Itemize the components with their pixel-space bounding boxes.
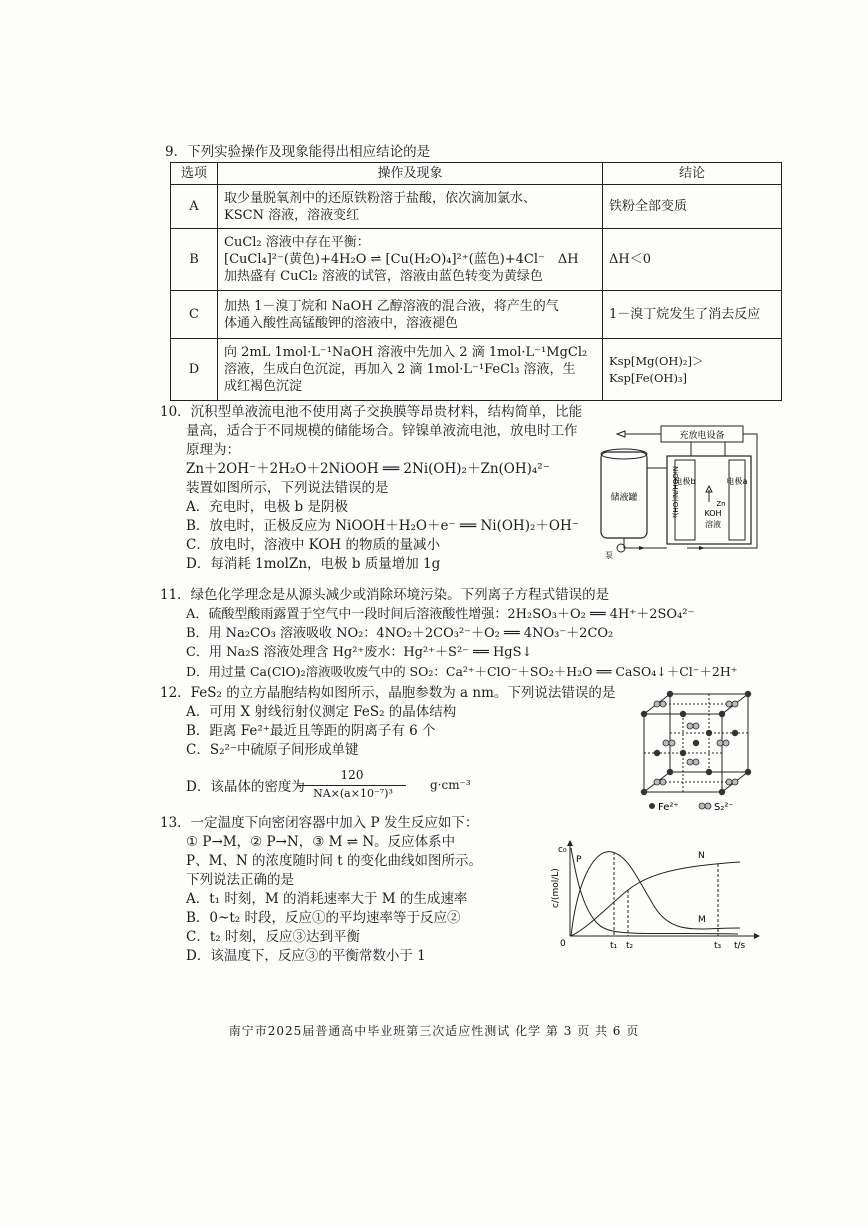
q13-line: ① P→M，② P→N，③ M ⇌ N。反应体系中 <box>186 834 456 850</box>
op-line: CuCl₂ 溶液中存在平衡： <box>224 235 370 250</box>
q12-option-d: D．该晶体的密度为 <box>186 779 305 795</box>
table-header-row <box>171 163 782 185</box>
q12-option-a: A．可用 X 射线衍射仪测定 FeS₂ 的晶体结构 <box>186 704 457 720</box>
origin-label: 0 <box>560 939 566 949</box>
q10-line: 量高，适合于不同规模的储能场合。锌镍单液流电池，放电时工作 <box>186 423 578 439</box>
q11-text <box>160 586 737 681</box>
q13-line: P、M、N 的浓度随时间 t 的变化曲线如图所示。 <box>186 853 483 869</box>
q12-option-c: C．S₂²⁻中硫原子间形成单键 <box>186 742 359 758</box>
table-row <box>171 185 782 229</box>
curve-n <box>571 862 740 936</box>
row-option: A <box>171 185 218 229</box>
header-conclusion: 结论 <box>603 163 782 185</box>
c0-label: c₀ <box>558 845 567 855</box>
electrode-a-label: 电极a <box>726 477 748 486</box>
row-conclusion: 1－溴丁烷发生了消去反应 <box>603 291 782 339</box>
op-line: KSCN 溶液，溶液变红 <box>224 207 360 223</box>
q13-line: 下列说法正确的是 <box>186 872 294 888</box>
op-line: [CuCl₄]²⁻(黄色)+4H₂O ⇌ [Cu(H₂O)₄]²⁺(蓝色)+4Cl⁻ ΔH <box>224 252 579 267</box>
q13-option-c: C．t₂ 时刻，反应③达到平衡 <box>186 929 360 945</box>
y-axis-label: c/(mol/L) <box>551 868 561 908</box>
density-denominator: NA×(a×10⁻⁷)³ <box>313 787 393 800</box>
q10-option-d: D．每消耗 1molZn，电极 b 质量增加 1g <box>186 556 441 572</box>
op-line: 取少量脱氧剂中的还原铁粉溶于盐酸，依次滴加氯水、 <box>224 190 537 206</box>
table-row <box>171 229 782 291</box>
fes2-unit-cell <box>630 686 770 814</box>
row-option: D <box>171 339 218 401</box>
legend-s: S₂²⁻ <box>714 802 734 813</box>
q10-options <box>160 498 582 574</box>
q13-option-b: B．0~t₂ 时段，反应①的平均速率等于反应② <box>186 910 461 926</box>
curve-p <box>571 848 738 934</box>
electrode-b-label: 电极b <box>674 477 696 486</box>
q11-option-d: D．用过量 Ca(ClO)₂溶液吸收废气中的 SO₂：Ca²⁺＋ClO⁻＋SO₂＋H₂O ══ CaSO₄↓＋Cl⁻＋2H⁺ <box>186 664 738 679</box>
table-row <box>171 291 782 339</box>
row-conclusion: 铁粉全部变质 <box>603 185 782 229</box>
q12-options <box>160 703 615 760</box>
header-option: 选项 <box>171 163 218 185</box>
q11-option-a: A．硫酸型酸雨露置于空气中一段时间后溶液酸性增强：2H₂SO₃＋O₂ ══ 4H⁺＋2SO₄²⁻ <box>186 607 695 622</box>
q10-text <box>160 403 582 574</box>
q11-stem: 11．绿色化学理念是从源头减少或消除环境污染。下列离子方程式错误的是 <box>160 587 610 603</box>
op-line: 体通入酸性高锰酸钾的溶液中，溶液褪色 <box>224 315 459 331</box>
niooh-label: NiOOH/Ni(OH)₂ <box>671 466 679 519</box>
q13-option-a: A．t₁ 时刻，M 的消耗速率大于 M 的生成速率 <box>186 891 468 907</box>
koh-label: KOH <box>704 509 722 518</box>
q10-line: 10．沉积型单液流电池不使用离子交换膜等昂贵材料，结构简单，比能 <box>160 404 583 420</box>
q13-options <box>160 890 482 966</box>
q12-option-b: B．距离 Fe²⁺最近且等距的阴离子有 6 个 <box>186 723 436 739</box>
label-m: M <box>698 915 706 925</box>
tank-label: 储液罐 <box>610 493 638 503</box>
q10-equation: Zn＋2OH⁻＋2H₂O＋2NiOOH ══ 2Ni(OH)₂＋Zn(OH)₄²⁻ <box>186 461 550 477</box>
label-n: N <box>698 851 705 861</box>
t1-label: t₁ <box>610 941 618 951</box>
op-line: 向 2mL 1mol·L⁻¹NaOH 溶液中先加入 2 滴 1mol·L⁻¹MgCl₂ <box>224 345 588 360</box>
row-operation <box>218 229 603 291</box>
q12-stem: 12．FeS₂ 的立方晶胞结构如图所示，晶胞参数为 a nm。下列说法错误的是 <box>160 685 616 701</box>
table-row <box>171 339 782 401</box>
q11-options <box>160 605 737 681</box>
q13-text <box>160 814 482 966</box>
row-conclusion: ΔH＜0 <box>603 229 782 291</box>
t2-label: t₂ <box>626 941 634 951</box>
density-unit: g·cm⁻³ <box>430 778 471 792</box>
q10-option-a: A．充电时，电极 b 是阴极 <box>186 499 348 515</box>
op-line: 加热盛有 CuCl₂ 溶液的试管，溶液由蓝色转变为黄绿色 <box>224 269 543 284</box>
q13-line: 13．一定温度下向密闭容器中加入 P 发生反应如下： <box>160 815 479 831</box>
q13-option-d: D．该温度下，反应③的平衡常数小于 1 <box>186 948 426 964</box>
zn-label: Zn <box>716 500 726 508</box>
label-p: P <box>576 855 582 865</box>
q11-option-b: B．用 Na₂CO₃ 溶液吸收 NO₂：4NO₂＋2CO₃²⁻＋O₂ ══ 4NO₃⁻＋2CO₂ <box>186 626 614 641</box>
density-numerator: 120 <box>340 768 364 782</box>
op-line: 加热 1－溴丁烷和 NaOH 乙醇溶液的混合液，将产生的气 <box>224 298 559 314</box>
page-footer: 南宁市2025届普通高中毕业班第三次适应性测试 化学 第 3 页 共 6 页 <box>228 1024 640 1038</box>
op-line: 成红褐色沉淀 <box>224 379 303 394</box>
t3-label: t₃ <box>714 941 722 951</box>
q9-table <box>170 162 782 401</box>
row-operation <box>218 291 603 339</box>
q12-text <box>160 684 615 760</box>
pump-label: 泵 <box>605 551 613 560</box>
q9-stem: 9．下列实验操作及现象能得出相应结论的是 <box>165 144 431 160</box>
row-operation <box>218 339 603 401</box>
q10-line: 装置如图所示，下列说法错误的是 <box>186 480 389 496</box>
row-option: C <box>171 291 218 339</box>
q10-line: 原理为： <box>186 442 240 458</box>
solution-label: 溶液 <box>705 520 721 529</box>
q11-option-c: C．用 Na₂S 溶液处理含 Hg²⁺废水：Hg²⁺＋S²⁻ ══ HgS↓ <box>186 645 533 660</box>
row-operation <box>218 185 603 229</box>
t-axis-label: t/s <box>734 941 746 951</box>
row-conclusion: Ksp[Mg(OH)₂]＞Ksp[Fe(OH)₃] <box>603 339 782 401</box>
row-option: B <box>171 229 218 291</box>
flow-battery-diagram <box>595 420 770 560</box>
op-line: 溶液，生成白色沉淀，再加入 2 滴 1mol·L⁻¹FeCl₃ 溶液，生 <box>224 362 576 377</box>
concentration-time-graph <box>548 836 768 956</box>
header-operation: 操作及现象 <box>218 163 603 185</box>
q10-option-b: B．放电时，正极反应为 NiOOH＋H₂O＋e⁻ ══ Ni(OH)₂＋OH⁻ <box>186 518 579 534</box>
device-label: 充放电设备 <box>679 431 725 441</box>
q10-option-c: C．放电时，溶液中 KOH 的物质的量减小 <box>186 537 440 553</box>
legend-fe: Fe²⁺ <box>658 802 679 813</box>
electrode-a <box>729 460 745 540</box>
